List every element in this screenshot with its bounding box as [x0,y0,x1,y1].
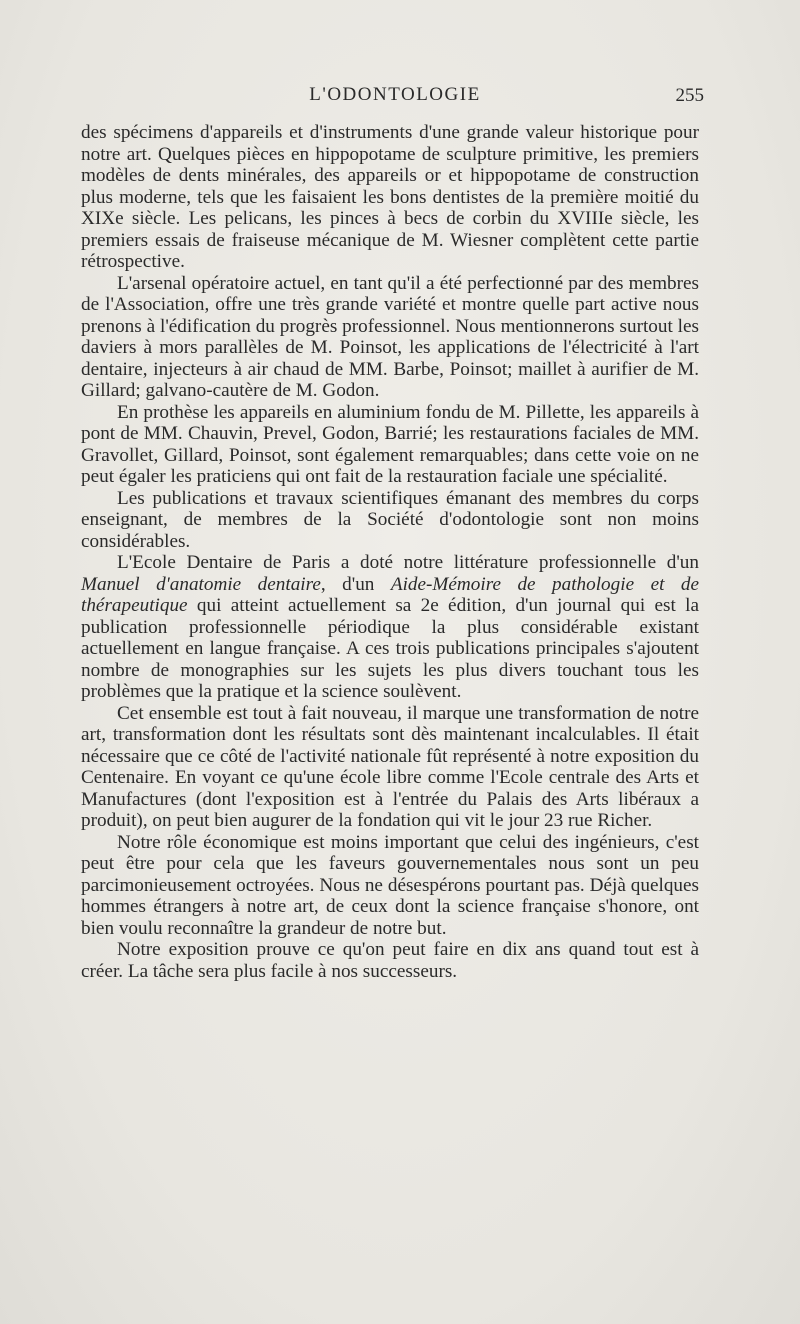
paragraph-5-text-before: L'Ecole Dentaire de Paris a doté notre littérature professionnelle d'un [117,552,699,573]
book-title-anatomie: Manuel d'anatomie dentaire [81,573,321,595]
paragraph-4: Les publications et travaux scientifiques émanant des membres du corps enseignant, de membres de la Société d'odontologie sont non moins considérables. [81,487,699,552]
page-number: 255 [675,85,704,106]
paragraph-8: Notre exposition prouve ce qu'on peut faire en dix ans quand tout est à créer. La tâche sera plus facile à nos successeurs. [81,939,699,982]
paragraph-5 [81,552,699,703]
running-title: L'ODONTOLOGIE [309,84,481,105]
paragraph-3: En prothèse les appareils en aluminium fondu de M. Pillette, les appareils à pont de MM. Chauvin, Prevel, Godon, Barrié; les restaurations faciales de MM. Gravollet, Gillard, Poinsot, sont également remarquables; dans cette voie on ne peut égaler les praticiens qui ont fait de la restauration faciale une spécialité. [81,401,699,487]
paragraph-6: Cet ensemble est tout à fait nouveau, il marque une transformation de notre art, transformation dont les résultats sont dès maintenant incalculables. Il était nécessaire que ce côté de l'activité nationale fût représenté à notre exposition du Centenaire. En voyant ce qu'une école libre comme l'Ecole centrale des Arts et Manufactures (dont l'exposition est à l'entrée du Palais des Arts libéraux a produit), on peut bien augurer de la fondation qui vit le jour 23 rue Richer. [81,702,699,831]
paragraph-2: L'arsenal opératoire actuel, en tant qu'il a été perfectionné par des membres de l'Association, offre une très grande variété et montre quelle part active nous prenons à l'édification du progrès professionnel. Nous mentionnerons surtout les daviers à mors parallèles de M. Poinsot, les applications de l'électricité à l'art dentaire, injecteurs à air chaud de MM. Barbe, Poinsot; maillet à aurifier de M. Gillard; galvano-cautère de M. Godon. [81,272,699,401]
running-header [80,84,710,110]
body-text [81,122,699,982]
paragraph-5-text-after: qui atteint actuellement sa 2e édition, d'un journal qui est la publication professionnelle périodique la plus considérable existant actuellement en langue française. A ces trois publications principales s'ajoutent nombre de monographies sur les sujets les plus divers touchant tous les problèmes que la pratique et la science soulèvent. [81,595,699,702]
paragraph-5-text-middle: , d'un [320,573,391,595]
paragraph-1: des spécimens d'appareils et d'instruments d'une grande valeur historique pour notre art. Quelques pièces en hippopotame de sculpture primitive, les premiers modèles de dents minérales, des appareils or et hippopotame de construction plus moderne, tels que les faisaient les bons dentistes de la première moitié du XIXe siècle. Les pelicans, les pinces à becs de corbin du XVIIIe siècle, les premiers essais de fraiseuse mécanique de M. Wiesner complètent cette partie rétrospective. [81,122,699,272]
paragraph-7: Notre rôle économique est moins important que celui des ingénieurs, c'est peut être pour cela que les faveurs gouvernementales nous sont un peu parcimonieusement octroyées. Nous ne désespérons pourtant pas. Déjà quelques hommes étrangers à notre art, de ceux dont la science française s'honore, ont bien voulu reconnaître la grandeur de notre but. [81,831,699,939]
book-title-aide-memoire: Aide-Mémoire de pathologie et de thérapeutique [81,573,699,616]
